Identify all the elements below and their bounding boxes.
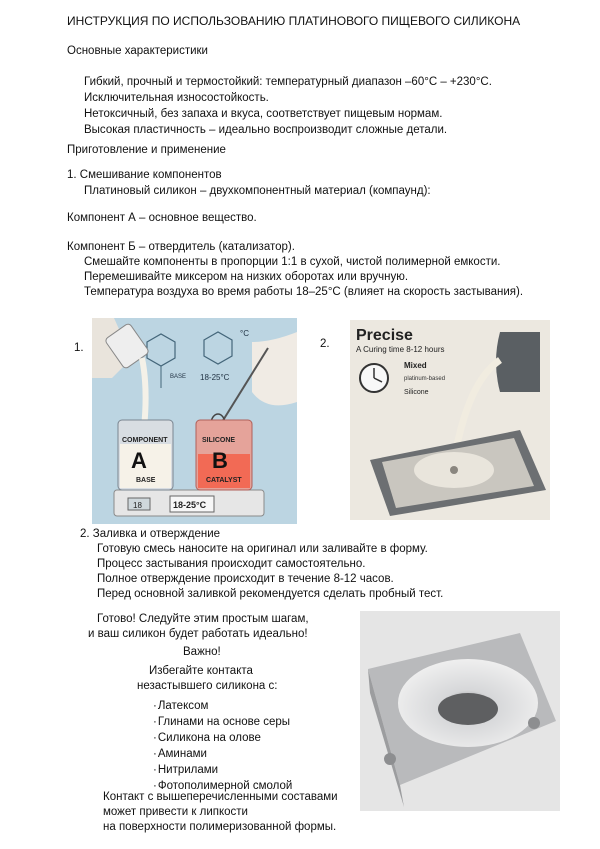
scale-readout: 18 xyxy=(133,501,142,510)
label-a-top: COMPONENT xyxy=(122,437,168,444)
avoid-line-2: незастывшего силикона с: xyxy=(137,680,278,692)
warning-line: Контакт с вышеперечисленными составами xyxy=(103,791,338,803)
temp-readout: 18-25°C xyxy=(173,500,207,510)
avoid-line-1: Избегайте контакта xyxy=(149,665,253,677)
chart-temp-label: 18-25°C xyxy=(200,373,230,382)
letter-b: B xyxy=(212,448,228,473)
mix-line: Температура воздуха во время работы 18–25°C (влияет на скорость застывания). xyxy=(84,286,524,298)
avoid-list xyxy=(153,698,292,794)
pour-line: Процесс застывания происходит самостоятельно. xyxy=(97,558,366,570)
pour-line: Полное отверждение происходит в течение 8-12 часов. xyxy=(97,573,394,585)
step1-title: 1. Смешивание компонентов xyxy=(67,169,222,181)
page-title: ИНСТРУКЦИЯ ПО ИСПОЛЬЗОВАНИЮ ПЛАТИНОВОГО ПИЩЕВОГО СИЛИКОНА xyxy=(67,14,521,28)
done-line-2: и ваш силикон будет работать идеально! xyxy=(88,628,308,640)
mix-line: Смешайте компоненты в пропорции 1:1 в сухой, чистой полимерной емкости. xyxy=(84,256,501,268)
list-item: · Аминами xyxy=(153,746,292,762)
chart-deg-label: °C xyxy=(240,329,249,338)
component-a: Компонент А – основное вещество. xyxy=(67,212,257,224)
curing-silicone: Silicone xyxy=(404,389,429,396)
pour-line: Готовую смесь наносите на оригинал или заливайте в форму. xyxy=(97,543,428,555)
list-item: · Нитрилами xyxy=(153,762,292,778)
feature-item: Нетоксичный, без запаха и вкуса, соответствует пищевым нормам. xyxy=(84,108,443,120)
mixing-illustration xyxy=(92,318,297,524)
done-line-1: Готово! Следуйте этим простым шагам, xyxy=(97,613,309,625)
component-b: Компонент Б – отвердитель (катализатор). xyxy=(67,241,295,253)
label-a-bottom: BASE xyxy=(136,477,156,484)
list-item: · Силикона на олове xyxy=(153,730,292,746)
prep-heading: Приготовление и применение xyxy=(67,144,226,156)
feature-item: Гибкий, прочный и термостойкий: температурный диапазон –60°C – +230°C. xyxy=(84,76,492,88)
pour-line: Перед основной заливкой рекомендуется сделать пробный тест. xyxy=(97,588,444,600)
chart-base-label: BASE xyxy=(170,374,187,380)
curing-subhead: A Curing time 8-12 hours xyxy=(356,345,445,354)
list-item: · Глинами на основе серы xyxy=(153,714,292,730)
curing-mixed: Mixed xyxy=(404,361,427,370)
label-b-top: SILICONE xyxy=(202,437,236,444)
step1-line: Платиновый силикон – двухкомпонентный материал (компаунд): xyxy=(84,185,431,197)
warning-line: может привести к липкости xyxy=(103,806,248,818)
pour-title: 2. Заливка и отверждение xyxy=(80,528,221,540)
list-item: · Фотополимерной смолой xyxy=(153,778,292,794)
mold-photo xyxy=(360,611,560,811)
mix-line: Перемешивайте миксером на низких оборотах или вручную. xyxy=(84,271,409,283)
label-b-bottom: CATALYST xyxy=(206,477,242,484)
feature-item: Исключительная износостойкость. xyxy=(84,92,269,104)
figure-1-number: 1. xyxy=(74,342,84,354)
letter-a: A xyxy=(131,448,147,473)
warning-line: на поверхности полимеризованной формы. xyxy=(103,821,337,833)
curing-headline: Precise xyxy=(356,327,413,344)
feature-item: Высокая пластичность – идеально воспроизводит сложные детали. xyxy=(84,124,448,136)
curing-platinum: platinum-based xyxy=(404,376,446,382)
figure-2-number: 2. xyxy=(320,338,330,350)
important-heading: Важно! xyxy=(183,646,221,658)
list-item: · Латексом xyxy=(153,698,292,714)
features-heading: Основные характеристики xyxy=(67,45,208,57)
curing-illustration xyxy=(350,320,550,520)
